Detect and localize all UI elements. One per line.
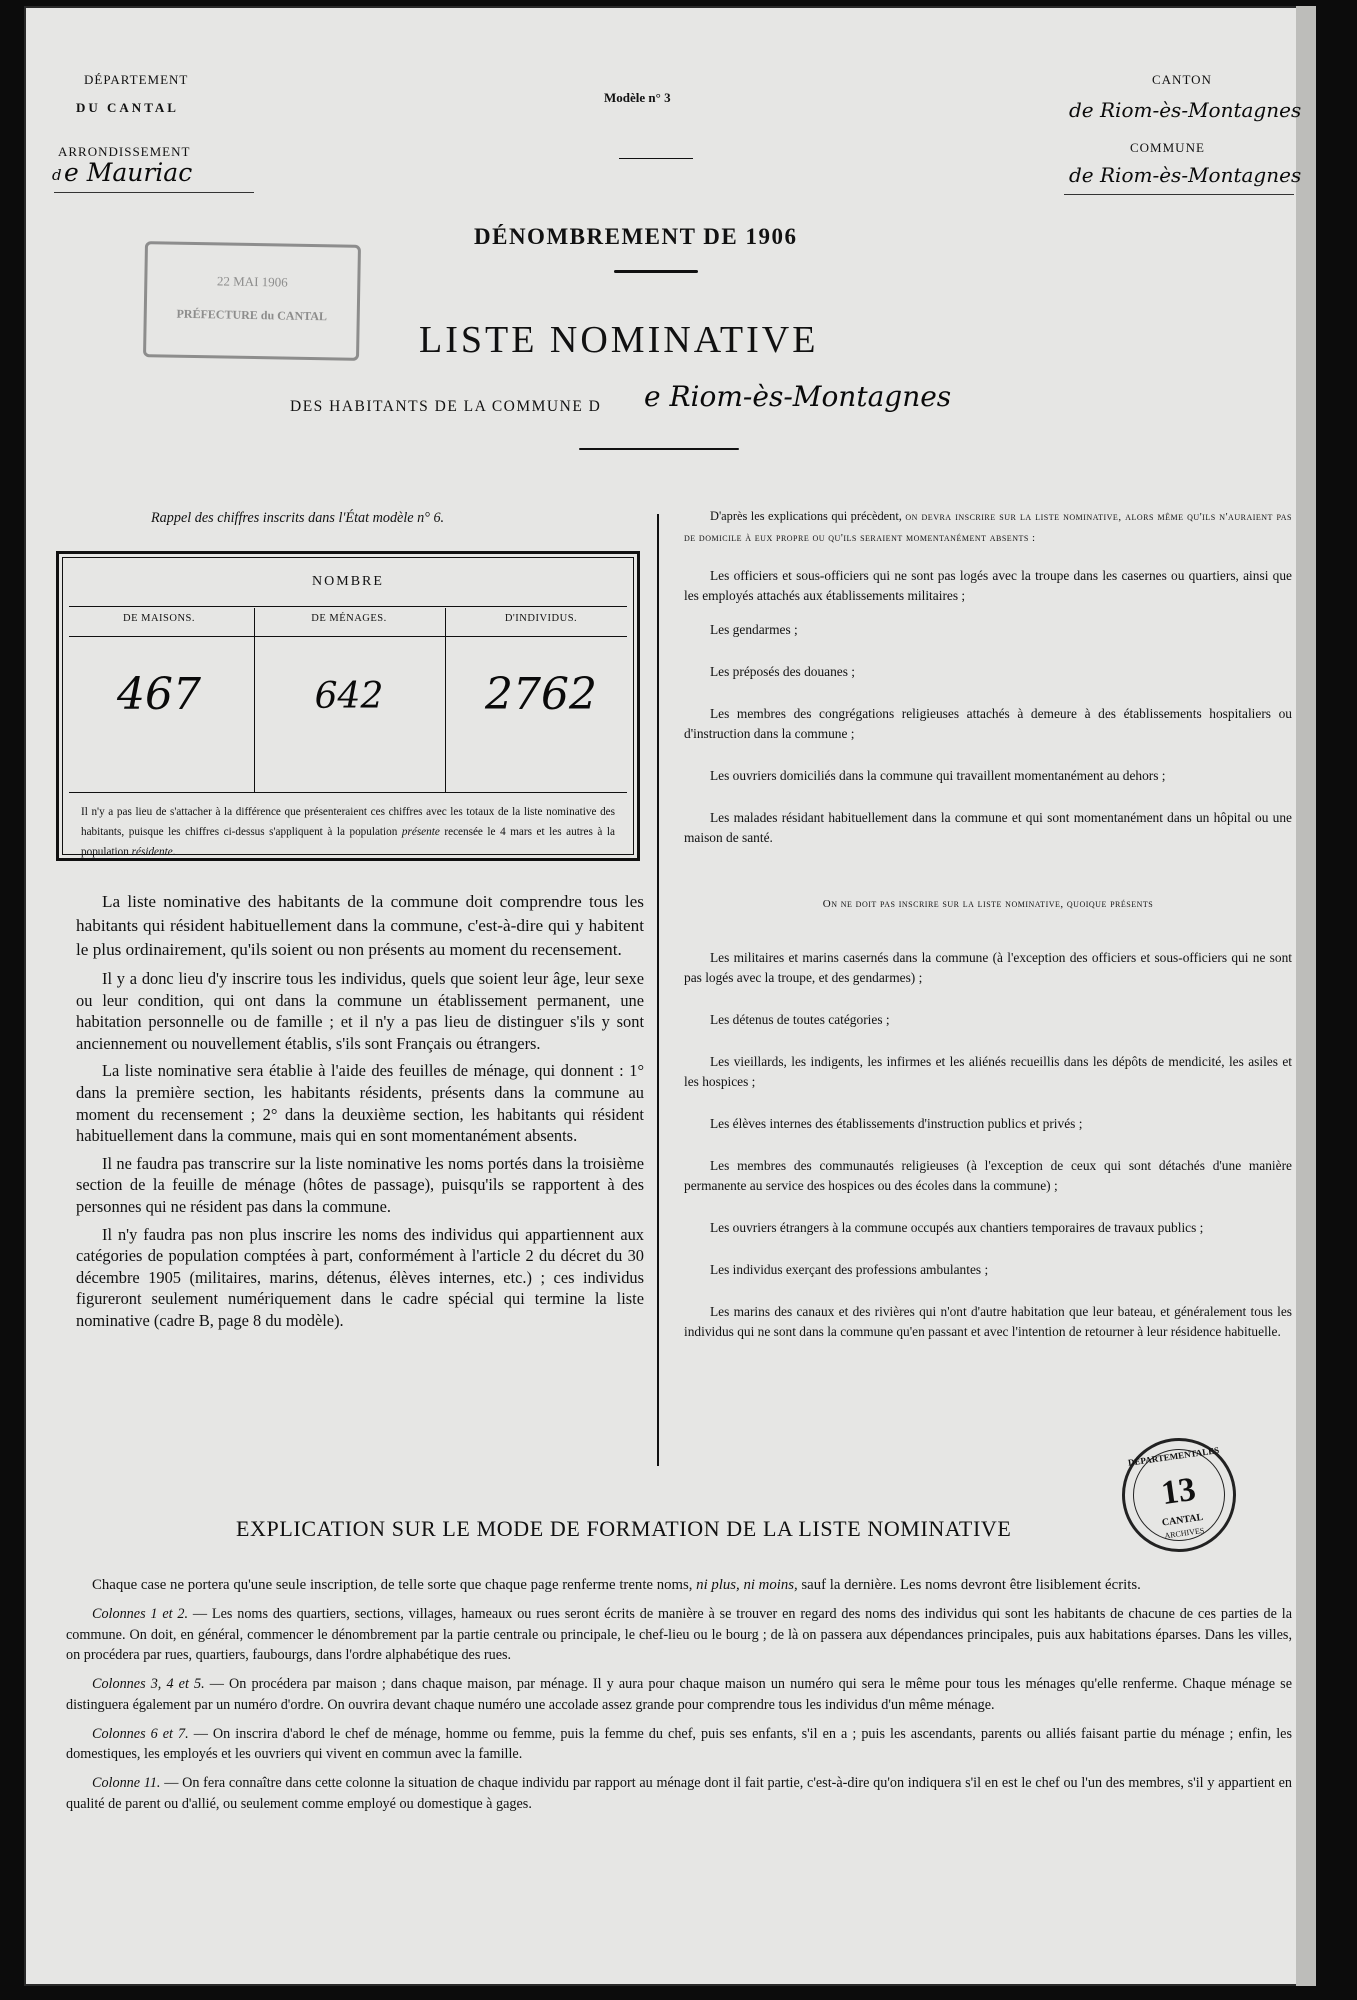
right-intro: [684, 506, 1292, 548]
menages-value: 642: [314, 676, 384, 717]
p2-text: — On procédera par maison ; dans chaque maison, par ménage. Il y aura pour chaque maison un numéro qui sera le même pour tous les ménages qu'elle renferme. Chaque ménage se distinguera également par un numéro d'ordre. On ouvrira devant chaque numéro une accolade assez grande pour comprendre tous les individus d'un même ménage.: [66, 1676, 1292, 1713]
nombre-rule: [69, 606, 627, 607]
arrondissement-prefix: d: [52, 166, 62, 184]
ne-pas-item-6: Les ouvriers étrangers à la commune occupés aux chantiers temporaires de travaux publics ;: [710, 1220, 1204, 1235]
left-para-2: Il y a donc lieu d'y inscrire tous les individus, quels que soient leur âge, leur sexe ou leur condition, qui ont dans la commune un établissement permanent, une habitation personnelle ou de famille ; et il n'y a pas lieu de distinguer s'ils y sont anciennement ou nouvellement établis, s'ils sont Français ou étrangers.: [76, 969, 644, 1053]
ne-pas-item-3: Les vieillards, les indigents, les infirmes et les aliénés recueillis dans les dépôts de mendicité, les asiles et les hospices ;: [684, 1054, 1292, 1089]
ne-pas-item-8: Les marins des canaux et des rivières qui n'ont d'autre habitation que leur bateau, et généralement tous les individus qui ne sont dans la commune qu'en passant et avec l'intention de retourner à leur résidence habituelle.: [684, 1304, 1292, 1339]
individus-value: 2762: [485, 669, 597, 720]
note-present: présente: [401, 826, 440, 838]
ne-pas-item-1: Les militaires et marins casernés dans la commune (à l'exception des officiers et sous-officiers qui ne sont pas logés avec la troupe, et des gendarmes) ;: [684, 950, 1292, 985]
p4-label: Colonne 11.: [92, 1774, 161, 1791]
left-para-3: La liste nominative sera établie à l'aide des feuilles de ménage, qui donnent : 1° dans la première section, les habitants résidents, présents dans la commune au moment du recensement ; 2° dans la deuxième section, les habitants qui résident habituellement dans la commune, mais qui en sont momentanément absents.: [76, 1061, 644, 1146]
left-para-4: Il ne faudra pas transcrire sur la liste nominative les noms portés dans la troisième section de la feuille de ménage (hôtes de passage), puisqu'ils se rapportent à des personnes qui ne résident pas dans la commune.: [76, 1153, 644, 1216]
note-resident: résidente: [131, 846, 173, 858]
note-text-2: recensée le 4 mars et les autres à la population: [81, 826, 616, 858]
inscrire-item-6: Les malades résidant habituellement dans la commune et qui sont momentanément dans un hôpital ou une maison de santé.: [684, 810, 1292, 845]
explication-para-4: [66, 1773, 1292, 1814]
column-divider: [657, 514, 659, 1466]
p1-text: — Les noms des quartiers, sections, villages, hameaux ou rues seront écrits de manière à se trouver en regard des noms des individus qui sont les habitants de chacune de ces parties de la commune. On doit, en général, commencer le dénombrement par la partie centrale ou principale, le chef-lieu ou le bourg ; de là on passera aux dépendances principales, puis aux habitations éparses. Dans les villes, on procédera par rues, quartiers, faubourgs, dans l'ordre alphabétique des rues.: [66, 1606, 1292, 1664]
explication-para-3: [66, 1724, 1292, 1765]
commune-value: de Riom-ès-Montagnes: [1069, 163, 1302, 187]
subtitle-prefix: DES HABITANTS DE LA COMMUNE D: [290, 398, 602, 415]
arrondissement-underline: [54, 192, 254, 193]
archives-stamp: [1115, 1431, 1244, 1560]
left-instructions: [76, 890, 644, 1338]
explication-para-1: [66, 1604, 1292, 1666]
right-intro-caps: on devra inscrire sur la liste nominative, alors même qu'ils n'auraient pas de domicile à eux propre ou qu'ils seraient momentanément absents :: [684, 511, 1292, 544]
rappel-note: [81, 802, 615, 862]
explication-title: EXPLICATION SUR LE MODE DE FORMATION DE LA LISTE NOMINATIVE: [236, 1516, 1012, 1541]
explication-para-0: [66, 1574, 1292, 1596]
col-menages-header: DE MÉNAGES.: [311, 613, 387, 624]
p3-text: — On inscrira d'abord le chef de ménage, homme ou femme, puis la femme du chef, puis ses enfants, s'il en a ; puis les ascendants, parents ou alliés faisant partie du ménage ; enfin, les domestiques, les employés et les ouvriers qui vivent en commun avec la famille.: [66, 1725, 1293, 1763]
ne-pas-item-4: Les élèves internes des établissements d'instruction publics et privés ;: [710, 1116, 1083, 1131]
departement-value: DU CANTAL: [76, 100, 179, 115]
right-instructions: [684, 506, 1292, 1352]
arrondissement-value: e Mauriac: [64, 158, 193, 187]
left-para-1: La liste nominative des habitants de la commune doit comprendre tous les habitants qui résident habituellement dans la commune, c'est-à-dire qui y habitent le plus ordinairement, qu'ils soient ou non présents au moment du recensement.: [76, 892, 644, 959]
nombre-header: NOMBRE: [312, 574, 384, 589]
inscrire-item-5: Les ouvriers domiciliés dans la commune qui travaillent momentanément au dehors ;: [710, 768, 1166, 783]
right-intro-text: D'après les explications qui précèdent,: [710, 509, 902, 523]
denombrement-title: DÉNOMBREMENT DE 1906: [474, 224, 798, 249]
title-ornament-1: [614, 270, 698, 273]
p0-text-a: Chaque case ne portera qu'une seule inscription, de telle sorte que chaque page renferme trente noms,: [92, 1577, 693, 1593]
commune-name-handwritten: e Riom-ès-Montagnes: [644, 380, 952, 413]
note-text-1: Il n'y a pas lieu de s'attacher à la différence que présenteraient ces chiffres avec les totaux de la liste nominative des habitants, puisque les chiffres ci-dessus s'appliquent à la population: [81, 806, 615, 838]
page-edge: [1296, 6, 1316, 1986]
header-rule-2: [69, 636, 627, 637]
inscrire-item-2: Les gendarmes ;: [710, 622, 798, 637]
prefecture-stamp: [143, 241, 361, 361]
departement-label: DÉPARTEMENT: [84, 72, 189, 87]
col-individus-header: D'INDIVIDUS.: [504, 613, 578, 624]
note-end: .: [172, 846, 176, 858]
left-para-5: Il n'y faudra pas non plus inscrire les noms des individus qui appartiennent aux catégories de population comptées à part, conformément à l'article 2 du décret du 30 décembre 1905 (militaires, marins, détenus, élèves internes, etc.) ; ces individus figureront seulement numériquement dans le cadre spécial qui termine la liste nominative (cadre B, page 8 du modèle).: [76, 1224, 644, 1330]
values-rule: [69, 792, 627, 793]
rappel-caption: Rappel des chiffres inscrits dans l'État modèle n° 6.: [151, 510, 445, 526]
p0-text-b: , sauf la dernière. Les noms devront être lisiblement écrits.: [794, 1577, 1141, 1593]
p4-text: — On fera connaître dans cette colonne la situation de chaque individu par rapport au ménage dont il fait partie, c'est-à-dire qu'on indiquera s'il en est le chef ou l'un des membres, s'il y appartient en qualité de parent ou d'allié, ou seulement comme employé ou domestique à gages.: [66, 1774, 1292, 1812]
title-ornament-2: [579, 448, 739, 450]
liste-nominative-title: LISTE NOMINATIVE: [419, 319, 819, 361]
canton-label: CANTON: [1152, 72, 1212, 87]
p0-emphasis: ni plus, ni moins: [696, 1577, 795, 1593]
stamp-top-text: DÉPARTEMENTALES: [1127, 1445, 1220, 1468]
inscrire-item-4: Les membres des congrégations religieuses attachés à demeure à des établissements hospitaliers ou d'instruction dans la commune ;: [684, 706, 1292, 741]
canton-value: de Riom-ès-Montagnes: [1069, 98, 1302, 122]
explication-body: [66, 1574, 1292, 1822]
ne-pas-item-5: Les membres des communautés religieuses (à l'exception de ceux qui sont détachés d'une manière permanente au service des hospices ou des écoles dans la commune) ;: [684, 1158, 1292, 1193]
stamp-number: 13: [1159, 1470, 1198, 1513]
rappel-table: [56, 551, 640, 861]
inscrire-item-1: Les officiers et sous-officiers qui ne sont pas logés avec la troupe dans les casernes ou quartiers, ainsi que les employés attachés aux établissements militaires ;: [684, 568, 1292, 603]
census-page: [24, 6, 1316, 1986]
header-rule: [619, 158, 693, 159]
stamp-side-text: ARCHIVES: [1163, 1525, 1205, 1541]
modele-number: Modèle n° 3: [604, 90, 671, 105]
maisons-value: 467: [117, 669, 201, 720]
ne-pas-item-2: Les détenus de toutes catégories ;: [710, 1012, 890, 1027]
ne-pas-item-7: Les individus exerçant des professions ambulantes ;: [710, 1262, 989, 1277]
col-maisons-header: DE MAISONS.: [122, 613, 195, 624]
commune-underline: [1064, 194, 1294, 195]
ne-pas-inscrire-heading: On ne doit pas inscrire sur la liste nominative, quoique présents: [822, 898, 1154, 910]
p1-label: Colonnes 1 et 2.: [92, 1606, 189, 1622]
stamp-date: 22 MAI 1906: [216, 273, 288, 290]
stamp-bottom-text: CANTAL: [1161, 1511, 1204, 1529]
p2-label: Colonnes 3, 4 et 5.: [92, 1676, 205, 1693]
stamp-text: PRÉFECTURE du CANTAL: [176, 306, 328, 324]
commune-label: COMMUNE: [1130, 140, 1205, 155]
arrondissement-label: ARRONDISSEMENT: [58, 144, 191, 159]
explication-para-2: [66, 1674, 1292, 1715]
p3-label: Colonnes 6 et 7.: [92, 1725, 189, 1742]
inscrire-item-3: Les préposés des douanes ;: [710, 664, 856, 679]
